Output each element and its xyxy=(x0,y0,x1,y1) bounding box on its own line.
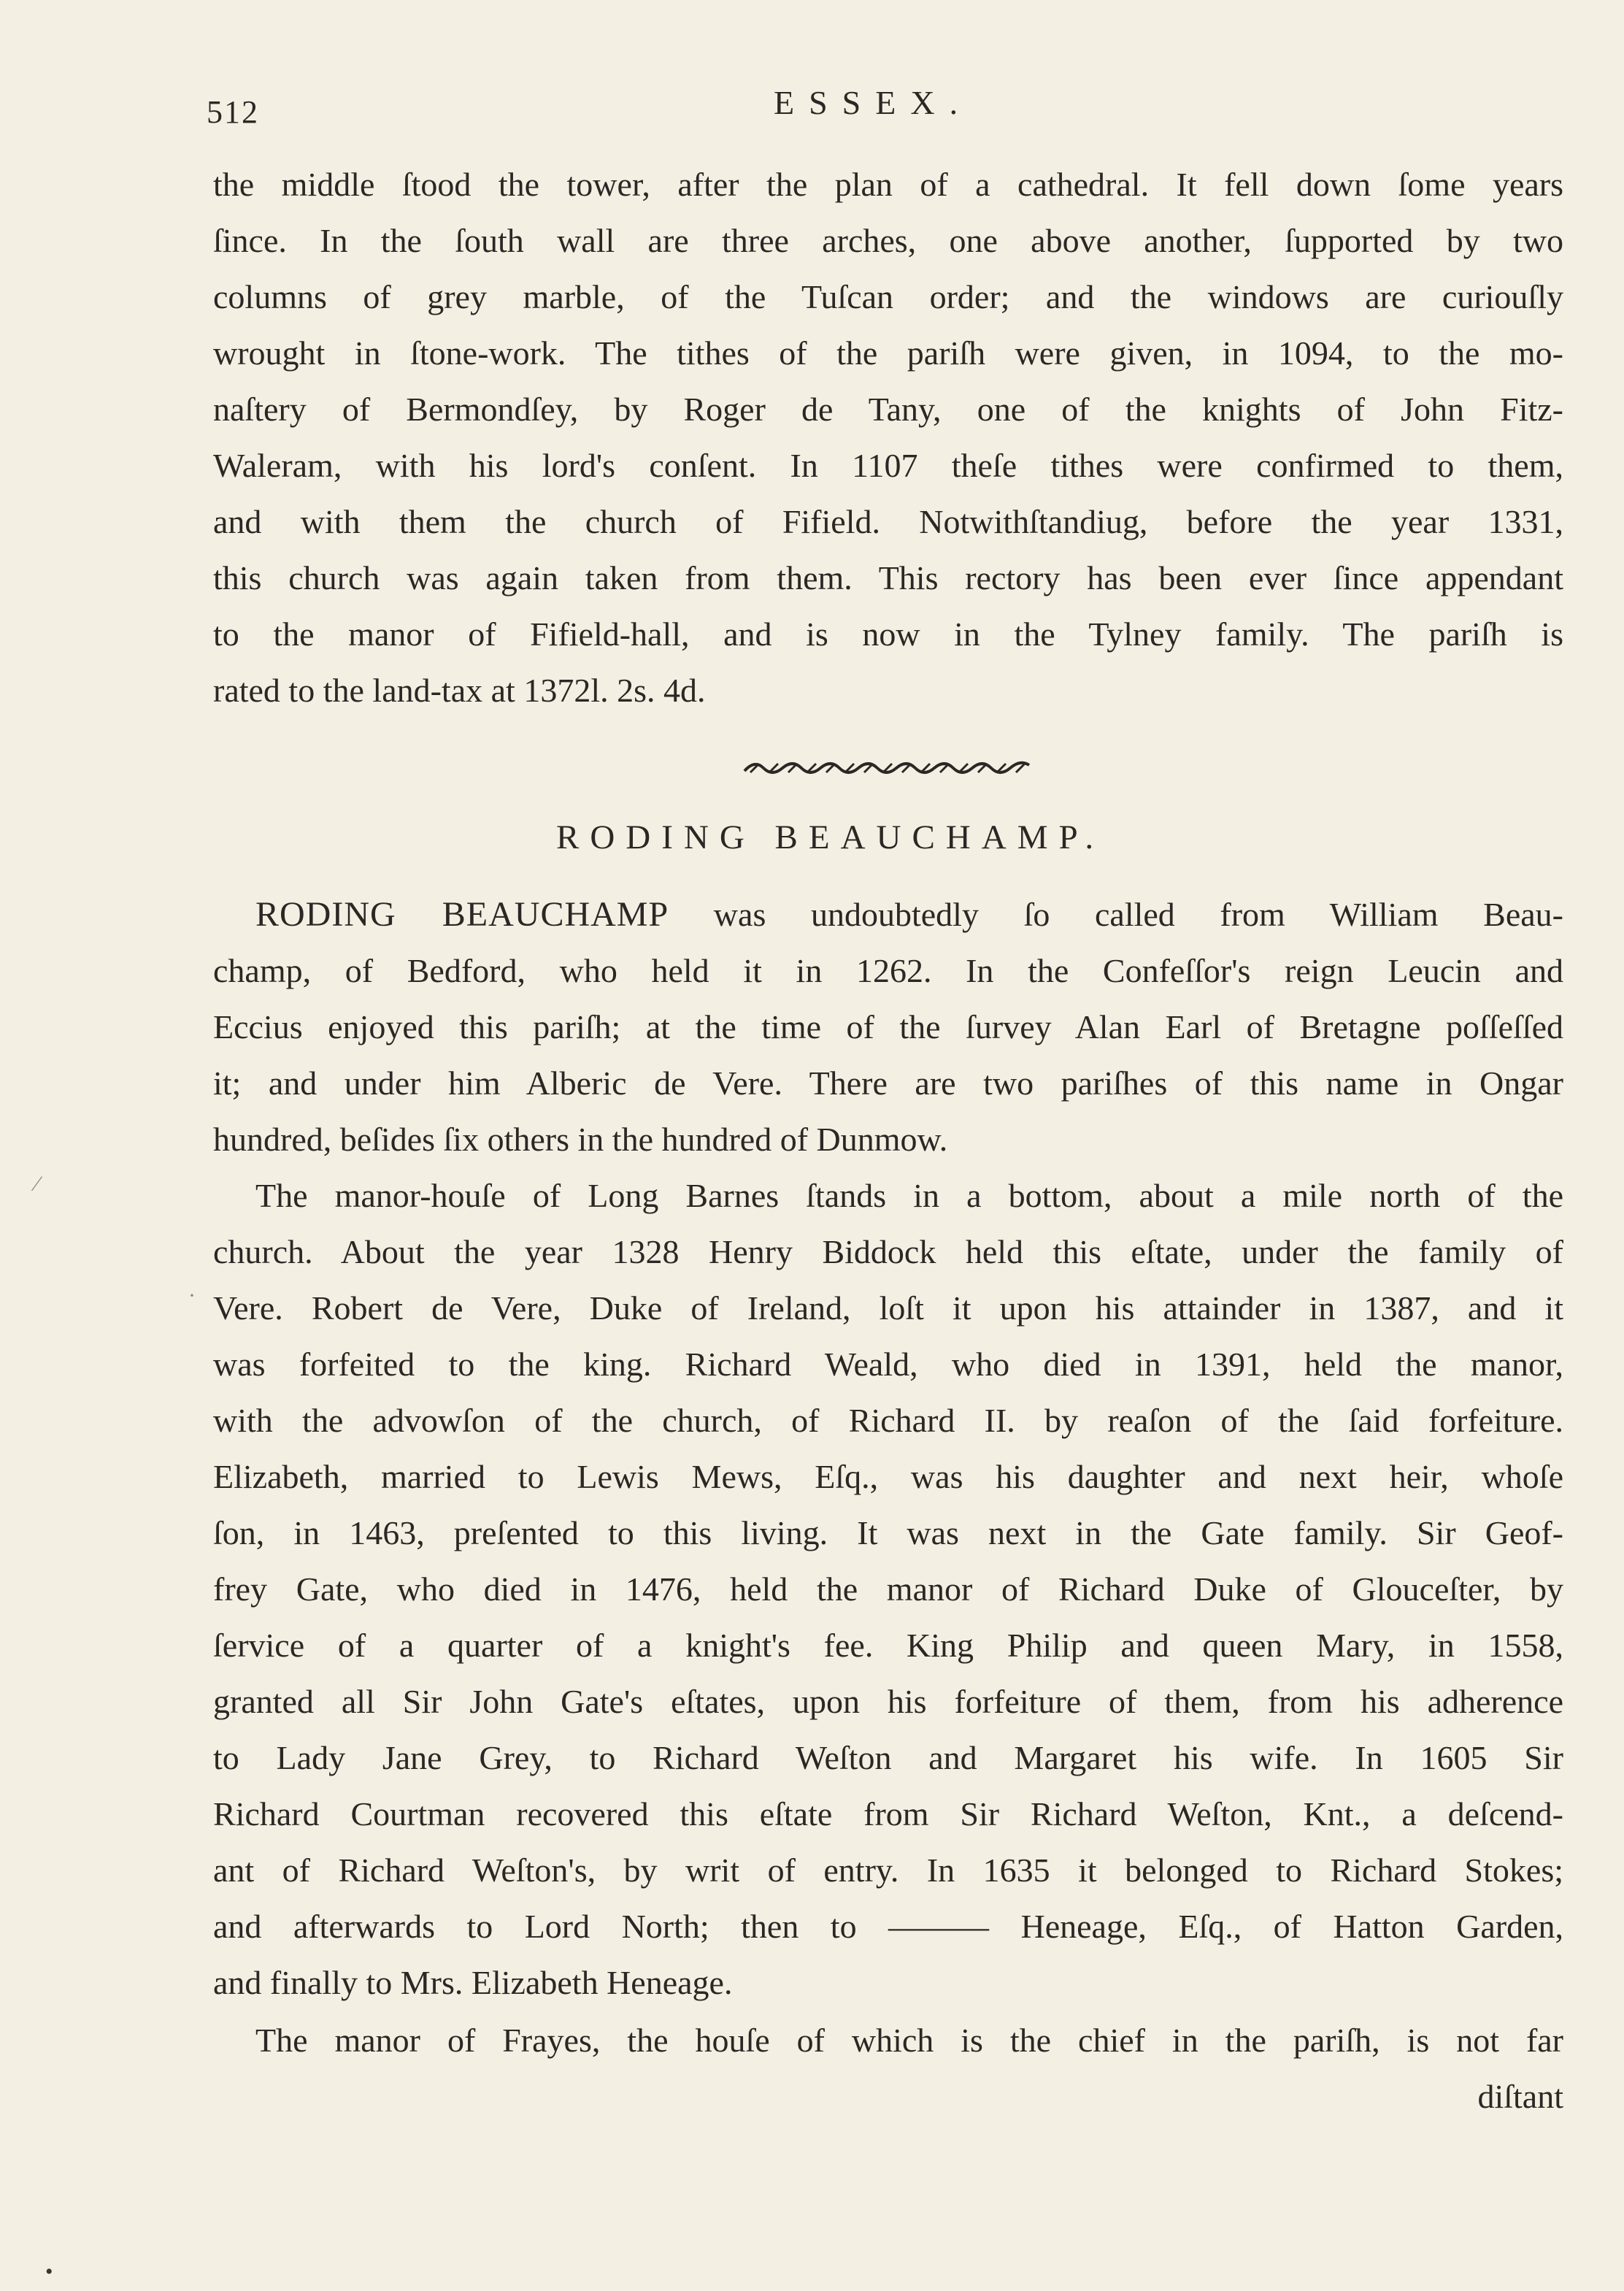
text-line xyxy=(255,893,1563,937)
ornamental-rule xyxy=(743,758,1035,777)
text-line: Vere. Robert de Vere, Duke of Ireland, loſt it upon his attainder in 1387, and it xyxy=(213,1289,1563,1327)
text-line: the middle ſtood the tower, after the plan of a cathedral. It fell down ſome years xyxy=(213,166,1563,203)
running-title: ESSEX. xyxy=(774,84,973,121)
text-line: and finally to Mrs. Elizabeth Heneage. xyxy=(213,1964,733,2001)
catchword: diſtant xyxy=(1477,2078,1563,2115)
margin-mark: ⁄ xyxy=(35,1172,39,1196)
margin-dot: · xyxy=(188,1283,196,1308)
text-line: ſince. In the ſouth wall are three arches, one above another, ſupported by two xyxy=(213,222,1563,259)
text-line: to Lady Jane Grey, to Richard Weſton and Margaret his wife. In 1605 Sir xyxy=(213,1739,1563,1776)
text-line: Elizabeth, married to Lewis Mews, Eſq., was his daughter and next heir, whoſe xyxy=(213,1458,1563,1495)
text-line: Eccius enjoyed this pariſh; at the time of the ſurvey Alan Earl of Bretagne poſſeſſed xyxy=(213,1008,1563,1045)
text-line: Richard Courtman recovered this eſtate from Sir Richard Weſton, Knt., a deſcend- xyxy=(213,1795,1563,1833)
lead-small-caps: RODING BEAUCHAMP xyxy=(255,895,669,934)
text-line: this church was again taken from them. This rectory has been ever ſince appendant xyxy=(213,559,1563,596)
margin-dot: • xyxy=(45,2260,53,2284)
text-line: The manor-houſe of Long Barnes ſtands in a bottom, about a mile north of the xyxy=(255,1177,1563,1214)
text-line: ſervice of a quarter of a knight's fee. King Philip and queen Mary, in 1558, xyxy=(213,1627,1563,1664)
text-line: naſtery of Bermondſey, by Roger de Tany, one of the knights of John Fitz- xyxy=(213,391,1563,428)
text-line: columns of grey marble, of the Tuſcan order; and the windows are curiouſly xyxy=(213,278,1563,315)
text-line: rated to the land-tax at 1372l. 2s. 4d. xyxy=(213,672,706,709)
text-line: church. About the year 1328 Henry Biddock held this eſtate, under the family of xyxy=(213,1233,1563,1270)
text-line: and with them the church of Fifield. Notwithſtandiug, before the year 1331, xyxy=(213,503,1563,540)
section-title: RODING BEAUCHAMP. xyxy=(556,818,1105,856)
text-line: The manor of Frayes, the houſe of which is the chief in the pariſh, is not far xyxy=(255,2022,1563,2059)
text-line: ant of Richard Weſton's, by writ of entry. In 1635 it belonged to Richard Stokes; xyxy=(213,1851,1563,1889)
lead-text: was undoubtedly ſo called from William Beau- xyxy=(669,896,1563,933)
text-line: and afterwards to Lord North; then to ——— Heneage, Eſq., of Hatton Garden, xyxy=(213,1908,1563,1945)
text-line: was forfeited to the king. Richard Weald, who died in 1391, held the manor, xyxy=(213,1346,1563,1383)
text-line: with the advowſon of the church, of Richard II. by reaſon of the ſaid forfeiture. xyxy=(213,1402,1563,1439)
text-line: hundred, beſides ſix others in the hundred of Dunmow. xyxy=(213,1121,948,1158)
text-line: champ, of Bedford, who held it in 1262. In the Confeſſor's reign Leucin and xyxy=(213,952,1563,989)
text-line: frey Gate, who died in 1476, held the manor of Richard Duke of Glouceſter, by xyxy=(213,1570,1563,1608)
text-line: ſon, in 1463, preſented to this living. It was next in the Gate family. Sir Geof- xyxy=(213,1514,1563,1551)
text-line: Waleram, with his lord's conſent. In 1107 theſe tithes were confirmed to them, xyxy=(213,447,1563,484)
text-line: wrought in ſtone-work. The tithes of the pariſh were given, in 1094, to the mo- xyxy=(213,334,1563,372)
text-line: to the manor of Fifield-hall, and is now in the Tylney family. The pariſh is xyxy=(213,615,1563,653)
page-number: 512 xyxy=(207,94,259,130)
text-line: granted all Sir John Gate's eſtates, upon his forfeiture of them, from his adherence xyxy=(213,1683,1563,1720)
text-line: it; and under him Alberic de Vere. There are two pariſhes of this name in Ongar xyxy=(213,1064,1563,1102)
